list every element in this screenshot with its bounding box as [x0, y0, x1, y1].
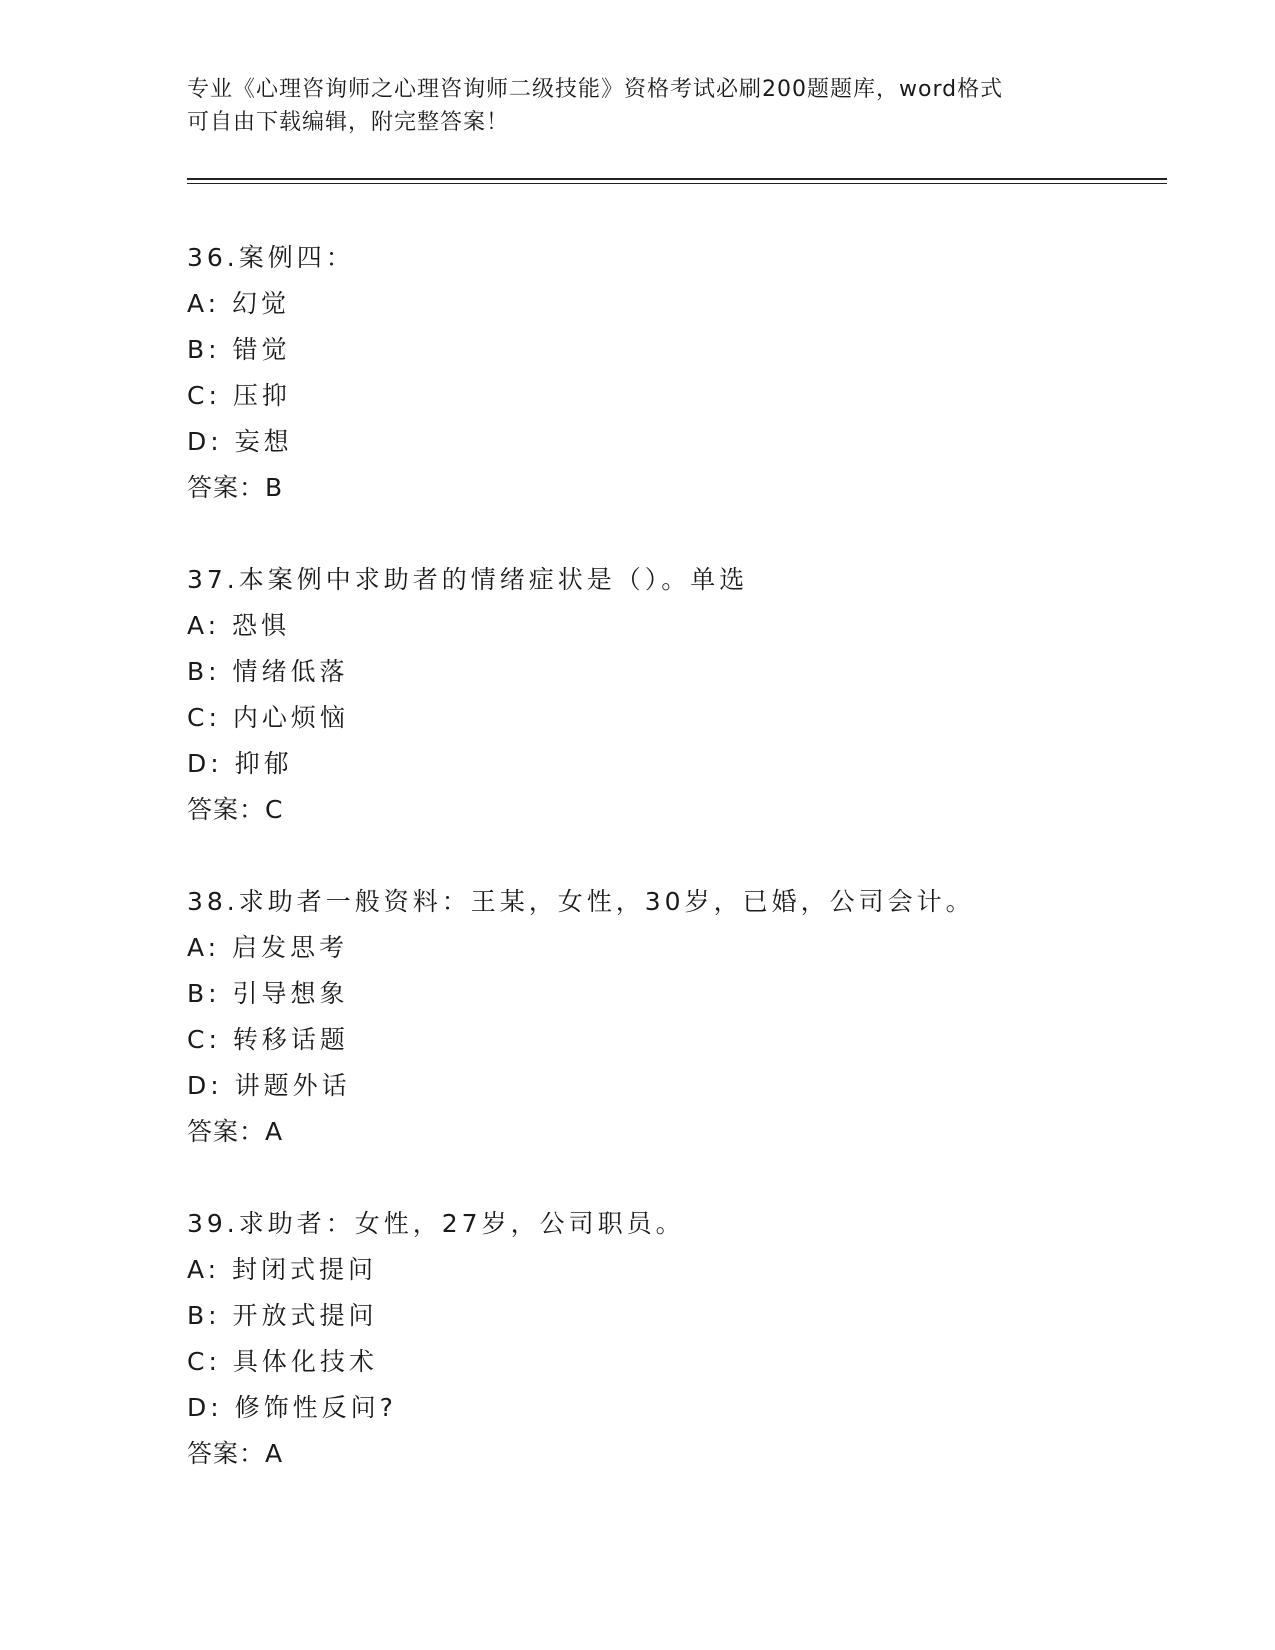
option-d: D: 妄想: [187, 427, 293, 456]
option-c: C: 转移话题: [187, 1025, 349, 1054]
option-a: A: 启发思考: [187, 933, 349, 962]
answer-line: 答案：A: [187, 1117, 284, 1146]
question-stem: 39.求助者：女性，27岁，公司职员。: [187, 1209, 685, 1238]
question-stem: 37.本案例中求助者的情绪症状是（）。单选: [187, 565, 749, 594]
answer-line: 答案：C: [187, 795, 284, 824]
answer-line: 答案：B: [187, 473, 284, 502]
question-37: [187, 557, 1167, 879]
option-b: B: 情绪低落: [187, 657, 349, 686]
option-b: B: 引导想象: [187, 979, 349, 1008]
option-c: C: 压抑: [187, 381, 291, 410]
header-line-2: 可自由下载编辑，附完整答案！: [187, 110, 510, 135]
question-stem: 36.案例四：: [187, 243, 355, 272]
option-a: A: 幻觉: [187, 289, 291, 318]
answer-line: 答案：A: [187, 1439, 284, 1468]
header-divider: [187, 178, 1167, 184]
option-b: B: 开放式提问: [187, 1301, 378, 1330]
option-a: A: 封闭式提问: [187, 1255, 378, 1284]
header-line-1: 专业《心理咨询师之心理咨询师二级技能》资格考试必刷200题题库，word格式: [187, 77, 1004, 102]
option-a: A: 恐惧: [187, 611, 291, 640]
question-stem: 38.求助者一般资料：王某，女性，30岁，已婚，公司会计。: [187, 887, 975, 916]
option-d: D: 抑郁: [187, 749, 293, 778]
question-39: [187, 1201, 1167, 1523]
option-d: D: 讲题外话: [187, 1071, 351, 1100]
option-c: C: 具体化技术: [187, 1347, 378, 1376]
option-d: D: 修饰性反问?: [187, 1393, 397, 1422]
option-b: B: 错觉: [187, 335, 291, 364]
question-list: [187, 235, 1167, 1523]
document-header: [187, 73, 1087, 139]
option-c: C: 内心烦恼: [187, 703, 349, 732]
question-36: [187, 235, 1167, 557]
question-38: [187, 879, 1167, 1201]
